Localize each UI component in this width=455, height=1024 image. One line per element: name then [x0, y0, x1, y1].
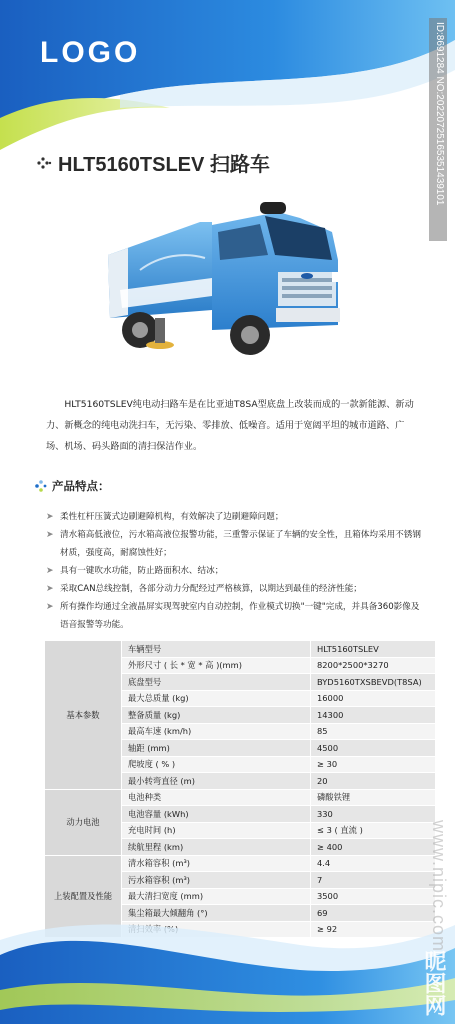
param-value: 69 [311, 905, 436, 922]
param-name: 车辆型号 [122, 641, 311, 658]
arrow-icon: ➤ [46, 512, 54, 522]
watermark-brand: 昵图网 [421, 950, 446, 1016]
param-value: 14300 [311, 707, 436, 724]
param-name: 最大总质量 (kg) [122, 690, 311, 707]
table-row [45, 855, 436, 872]
param-value: BYD5160TXSBEVD(T8SA) [311, 674, 436, 691]
param-value: 330 [311, 806, 436, 823]
param-value: ≥ 92 [311, 921, 436, 938]
arrow-icon: ➤ [46, 602, 54, 612]
bullet-cluster-icon [34, 479, 48, 493]
group-label: 基本参数 [45, 641, 122, 790]
param-value: 4500 [311, 740, 436, 757]
header-wave-background [0, 0, 455, 170]
param-value: 磷酸铁锂 [311, 789, 436, 806]
table-row [45, 789, 436, 806]
page-title: HLT5160TSLEV 扫路车 [58, 154, 270, 176]
features-heading [34, 478, 110, 494]
param-value: ≥ 400 [311, 839, 436, 856]
param-name: 电池种类 [122, 789, 311, 806]
param-value: 4.4 [311, 855, 436, 872]
footer-wave-background [0, 900, 455, 1024]
param-name: 爬坡度 ( % ) [122, 756, 311, 773]
param-name: 底盘型号 [122, 674, 311, 691]
param-value: ≥ 30 [311, 756, 436, 773]
feature-item: ➤ 柔性杠杆压簧式边刷避障机构，有效解决了边刷避障问题； [46, 508, 426, 526]
param-name: 轴距 (mm) [122, 740, 311, 757]
intro-paragraph: HLT5160TSLEV纯电动扫路车是在比亚迪T8SA型底盘上改装而成的一款新能源、新动力、新概念的纯电动洗扫车，无污染、零排放、低噪音。适用于宽阔平坦的城市道路、广场、机场、码头路面的清扫保洁作业。 [46, 399, 414, 452]
param-value: HLT5160TSLEV [311, 641, 436, 658]
param-name: 最高车速 (km/h) [122, 723, 311, 740]
param-value: 20 [311, 773, 436, 790]
param-value: 3500 [311, 888, 436, 905]
param-name: 集尘箱最大倾翻角 (°) [122, 905, 311, 922]
param-name: 整备质量 (kg) [122, 707, 311, 724]
param-value: 16000 [311, 690, 436, 707]
features-heading-label: 产品特点： [52, 479, 110, 493]
dots-icon [36, 155, 52, 171]
logo: LOGO [40, 36, 141, 69]
param-name: 电池容量 (kWh) [122, 806, 311, 823]
param-name: 清水箱容积 (m³) [122, 855, 311, 872]
watermark-url: www.nipic.com [429, 820, 449, 953]
param-value: ≤ 3 ( 直流 ) [311, 822, 436, 839]
features-list [46, 508, 426, 634]
param-value: 85 [311, 723, 436, 740]
param-name: 外形尺寸 ( 长 * 宽 * 高 )(mm) [122, 657, 311, 674]
feature-item: ➤ 清水箱高低液位，污水箱高液位报警功能，三重警示保证了车辆的安全性，且箱体均采用不锈钢材质，强度高，耐腐蚀性好； [46, 526, 426, 562]
image-id-label: ID:8691284 NO:20220725165351439101 [429, 18, 447, 241]
feature-item: ➤ 所有操作均通过全液晶屏实现驾驶室内自动控制，作业模式切换"一键"完成，并具备360影像及语音报警等功能。 [46, 598, 426, 634]
arrow-icon: ➤ [46, 530, 54, 540]
spec-table [44, 640, 436, 938]
param-name: 最大清扫宽度 (mm) [122, 888, 311, 905]
param-name: 污水箱容积 (m³) [122, 872, 311, 889]
feature-item: ➤ 采取CAN总线控制，各部分动力分配经过严格核算，以期达到最佳的经济性能； [46, 580, 426, 598]
param-value: 8200*2500*3270 [311, 657, 436, 674]
group-label: 上装配置及性能 [45, 855, 122, 938]
table-row [45, 641, 436, 658]
arrow-icon: ➤ [46, 584, 54, 594]
feature-item: ➤ 具有一键吹水功能，防止路面积水、结冰； [46, 562, 426, 580]
param-value: 7 [311, 872, 436, 889]
street-sweeper-truck-image [100, 200, 355, 375]
param-name: 充电时间 (h) [122, 822, 311, 839]
title-row [36, 148, 270, 177]
param-name: 续航里程 (km) [122, 839, 311, 856]
param-name: 最小转弯直径 (m) [122, 773, 311, 790]
arrow-icon: ➤ [46, 566, 54, 576]
group-label: 动力电池 [45, 789, 122, 855]
